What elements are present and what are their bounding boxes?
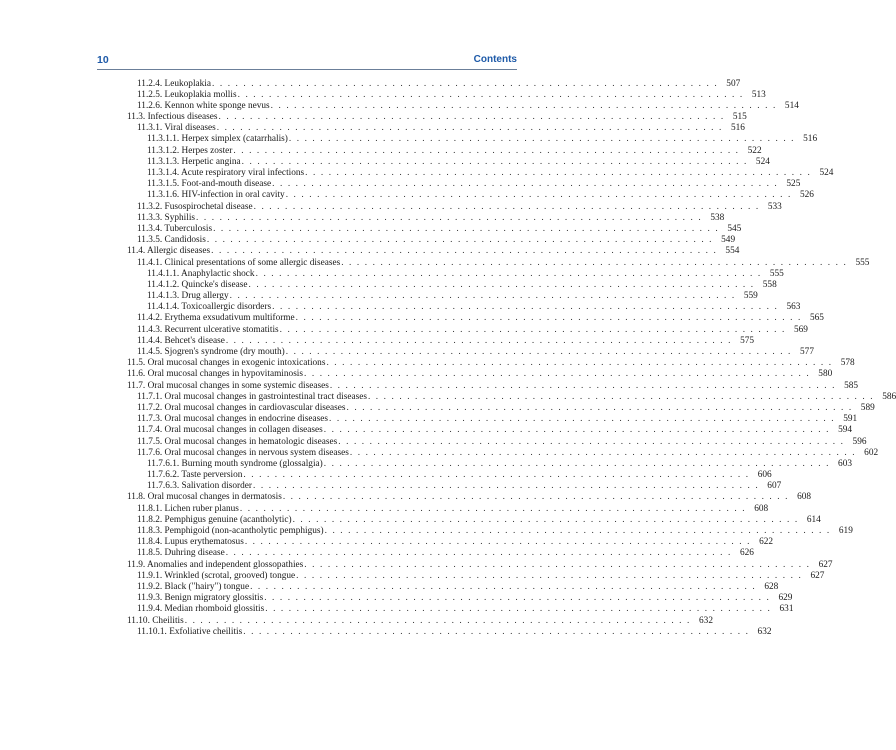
dot-leader: . . . . . . . . . . . . . . . . . . . . . . . . . . . . . . . . . . . . . . . . . . . . . . . . . . . . . . . . . . . . . . . . . (326, 358, 833, 369)
toc-entry-page: 533 (767, 201, 782, 212)
dot-leader: . . . . . . . . . . . . . . . . . . . . . . . . . . . . . . . . . . . . . . . . . . . . . . . . . . . . . . . . . . . . . . . . . (206, 235, 714, 246)
toc-entry-title: 11.7. Oral mucosal changes in some systemic diseases (127, 380, 329, 391)
toc-entry-page: 614 (806, 514, 821, 525)
toc-entry-title: 11.4.5. Sjogren's syndrome (dry mouth) (137, 347, 285, 357)
toc-entry-page: 515 (732, 112, 747, 123)
toc-entry[interactable] (0, 581, 779, 593)
toc-entry[interactable] (0, 593, 793, 604)
toc-entry[interactable] (0, 324, 808, 336)
toc-entry-title: 11.8.3. Pemphigoid (non-acantholytic pemphigus) (137, 526, 324, 536)
toc-entry-title: 11.3.1.5. Foot-and-mouth disease (147, 179, 272, 190)
dot-leader: . . . . . . . . . . . . . . . . . . . . . . . . . . . . . . . . . . . . . . . . . . . . . . . . . . . . . . . . . . . . . . . . . (250, 581, 757, 592)
dot-leader: . . . . . . . . . . . . . . . . . . . . . . . . . . . . . . . . . . . . . . . . . . . . . . . . . . . . . . . . . . . . . . . . . (239, 503, 747, 514)
toc-entry-page: 563 (786, 302, 801, 313)
dot-leader: . . . . . . . . . . . . . . . . . . . . . . . . . . . . . . . . . . . . . . . . . . . . . . . . . . . . . . . . . . . . . . . . . (241, 156, 748, 167)
dot-leader: . . . . . . . . . . . . . . . . . . . . . . . . . . . . . . . . . . . . . . . . . . . . . . . . . . . . . . . . . . . . . . . . . (324, 526, 831, 536)
toc-entry[interactable] (0, 347, 814, 358)
toc-entry-page: 589 (860, 402, 875, 413)
toc-entry-title: 11.4.1.3. Drug allergy (147, 291, 229, 302)
toc-entry[interactable] (0, 470, 772, 481)
header-rule (97, 69, 517, 70)
dot-leader: . . . . . . . . . . . . . . . . . . . . . . . . . . . . . . . . . . . . . . . . . . . . . . . . . . . . . . . . . . . . . . . . . (253, 201, 760, 212)
dot-leader: . . . . . . . . . . . . . . . . . . . . . . . . . . . . . . . . . . . . . . . . . . . . . . . . . . . . . . . . . . . . . . . . . (265, 604, 772, 615)
toc-entry-title: 11.6. Oral mucosal changes in hypovitaminosis (127, 369, 304, 380)
toc-entry-title: 11.10. Cheilitis (127, 615, 184, 626)
toc-entry-page: 607 (767, 481, 782, 492)
toc-entry-title: 11.10.1. Exfoliative cheilitis (137, 626, 243, 637)
dot-leader: . . . . . . . . . . . . . . . . . . . . . . . . . . . . . . . . . . . . . . . . . . . . . . . . . . . . . . . . . . . . . . . . . (244, 537, 752, 548)
dot-leader: . . . . . . . . . . . . . . . . . . . . . . . . . . . . . . . . . . . . . . . . . . . . . . . . . . . . . . . . . . . . . . . . . (225, 335, 733, 346)
toc-entry-page: 632 (757, 626, 772, 637)
dot-leader: . . . . . . . . . . . . . . . . . . . . . . . . . . . . . . . . . . . . . . . . . . . . . . . . . . . . . . . . . . . . . . . . . (212, 78, 719, 89)
toc-entry[interactable] (0, 145, 762, 157)
dot-leader: . . . . . . . . . . . . . . . . . . . . . . . . . . . . . . . . . . . . . . . . . . . . . . . . . . . . . . . . . . . . . . . . . (304, 369, 811, 380)
toc-entry-page: 522 (747, 145, 762, 156)
dot-leader: . . . . . . . . . . . . . . . . . . . . . . . . . . . . . . . . . . . . . . . . . . . . . . . . . . . . . . . . . . . . . . . . . (211, 246, 718, 257)
toc-entry-page: 619 (838, 526, 853, 536)
dot-leader: . . . . . . . . . . . . . . . . . . . . . . . . . . . . . . . . . . . . . . . . . . . . . . . . . . . . . . . . . . . . . . . . . (243, 470, 750, 481)
toc-entry-page: 514 (784, 100, 799, 111)
toc-entry[interactable] (0, 335, 755, 347)
toc-entry-page: 632 (699, 615, 713, 626)
dot-leader: . . . . . . . . . . . . . . . . . . . . . . . . . . . . . . . . . . . . . . . . . . . . . . . . . . . . . . . . . . . . . . . . . (184, 615, 691, 626)
toc-entry-page: 526 (799, 190, 814, 201)
page-number: 10 (97, 54, 109, 66)
toc-entry[interactable] (0, 414, 858, 425)
toc-entry[interactable] (0, 179, 801, 190)
dot-leader: . . . . . . . . . . . . . . . . . . . . . . . . . . . . . . . . . . . . . . . . . . . . . . . . . . . . . . . . . . . . . . . . . (367, 391, 875, 402)
toc-entry-page: 524 (755, 156, 770, 167)
toc-entry-page: 554 (725, 246, 740, 257)
toc-entry-title: 11.7.6. Oral mucosal changes in nervous system diseases (137, 447, 349, 458)
toc-entry[interactable] (0, 604, 794, 615)
dot-leader: . . . . . . . . . . . . . . . . . . . . . . . . . . . . . . . . . . . . . . . . . . . . . . . . . . . . . . . . . . . . . . . . . (233, 145, 740, 156)
table-of-contents (0, 78, 896, 638)
toc-entry[interactable] (0, 223, 742, 235)
dot-leader: . . . . . . . . . . . . . . . . . . . . . . . . . . . . . . . . . . . . . . . . . . . . . . . . . . . . . . . . . . . . . . . . . (279, 324, 786, 335)
dot-leader: . . . . . . . . . . . . . . . . . . . . . . . . . . . . . . . . . . . . . . . . . . . . . . . . . . . . . . . . . . . . . . . . . (304, 559, 811, 570)
toc-entry[interactable] (0, 615, 713, 627)
dot-leader: . . . . . . . . . . . . . . . . . . . . . . . . . . . . . . . . . . . . . . . . . . . . . . . . . . . . . . . . . . . . . . . . . (270, 100, 777, 111)
running-head: Contents (473, 54, 517, 65)
toc-entry[interactable] (0, 268, 784, 280)
dot-leader: . . . . . . . . . . . . . . . . . . . . . . . . . . . . . . . . . . . . . . . . . . . . . . . . . . . . . . . . . . . . . . . . . (237, 89, 744, 100)
toc-entry-page: 524 (819, 168, 834, 178)
toc-entry-page: 507 (726, 78, 741, 89)
toc-entry-title: 11.9.4. Median rhomboid glossitis (137, 604, 265, 615)
toc-entry-page: 586 (882, 391, 896, 402)
dot-leader: . . . . . . . . . . . . . . . . . . . . . . . . . . . . . . . . . . . . . . . . . . . . . . . . . . . . . . . . . . . . . . . . . (329, 380, 837, 391)
dot-leader: . . . . . . . . . . . . . . . . . . . . . . . . . . . . . . . . . . . . . . . . . . . . . . . . . . . . . . . . . . . . . . . . . (216, 123, 723, 134)
toc-entry-page: 578 (840, 358, 855, 369)
toc-entry-title: 11.9.2. Black ("hairy") tongue (137, 581, 250, 592)
toc-entry-title: 11.7.2. Oral mucosal changes in cardiovascular diseases (137, 402, 346, 413)
toc-entry[interactable] (0, 156, 770, 168)
toc-entry-title: 11.3.1.1. Herpex simplex (catarrhalis) (147, 134, 288, 145)
toc-entry-page: 594 (838, 425, 853, 436)
toc-entry-page: 558 (762, 279, 777, 290)
toc-entry-page: 622 (759, 537, 774, 548)
dot-leader: . . . . . . . . . . . . . . . . . . . . . . . . . . . . . . . . . . . . . . . . . . . . . . . . . . . . . . . . . . . . . . . . . (264, 593, 771, 604)
dot-leader: . . . . . . . . . . . . . . . . . . . . . . . . . . . . . . . . . . . . . . . . . . . . . . . . . . . . . . . . . . . . . . . . . (323, 458, 830, 469)
toc-entry[interactable] (0, 313, 824, 324)
toc-entry[interactable] (0, 190, 814, 201)
page-header (97, 54, 517, 68)
toc-entry-title: 11.4.4. Behcet's disease (137, 335, 225, 346)
toc-entry-title: 11.4.1.4. Toxicoallergic disorders (147, 302, 272, 313)
toc-entry[interactable] (0, 425, 853, 436)
toc-entry-title: 11.7.6.2. Taste perversion (147, 470, 243, 481)
toc-entry[interactable] (0, 559, 833, 571)
toc-entry[interactable] (0, 89, 766, 101)
toc-entry-title: 11.4.2. Erythema exsudativum multiforme (137, 313, 295, 324)
dot-leader: . . . . . . . . . . . . . . . . . . . . . . . . . . . . . . . . . . . . . . . . . . . . . . . . . . . . . . . . . . . . . . . . . (225, 548, 732, 559)
toc-entry-page: 591 (843, 414, 858, 425)
dot-leader: . . . . . . . . . . . . . . . . . . . . . . . . . . . . . . . . . . . . . . . . . . . . . . . . . . . . . . . . . . . . . . . . . (328, 414, 836, 425)
toc-entry-page: 602 (864, 447, 879, 458)
dot-leader: . . . . . . . . . . . . . . . . . . . . . . . . . . . . . . . . . . . . . . . . . . . . . . . . . . . . . . . . . . . . . . . . . (196, 212, 703, 223)
toc-entry-page: 516 (803, 134, 818, 145)
toc-entry[interactable] (0, 447, 879, 459)
toc-entry[interactable] (0, 380, 859, 392)
toc-entry[interactable] (0, 134, 818, 145)
dot-leader: . . . . . . . . . . . . . . . . . . . . . . . . . . . . . . . . . . . . . . . . . . . . . . . . . . . . . . . . . . . . . . . . . (213, 223, 720, 234)
toc-entry[interactable] (0, 358, 855, 369)
toc-entry-page: 545 (727, 223, 742, 234)
toc-entry-title: 11.4.3. Recurrent ulcerative stomatitis (137, 324, 279, 335)
toc-entry[interactable] (0, 100, 799, 112)
toc-entry[interactable] (0, 391, 896, 403)
toc-entry-page: 555 (769, 268, 784, 279)
toc-entry[interactable] (0, 78, 741, 90)
dot-leader: . . . . . . . . . . . . . . . . . . . . . . . . . . . . . . . . . . . . . . . . . . . . . . . . . . . . . . . . . . . . . . . . . (285, 347, 792, 357)
dot-leader: . . . . . . . . . . . . . . . . . . . . . . . . . . . . . . . . . . . . . . . . . . . . . . . . . . . . . . . . . . . . . . . . . (296, 570, 803, 581)
dot-leader: . . . . . . . . . . . . . . . . . . . . . . . . . . . . . . . . . . . . . . . . . . . . . . . . . . . . . . . . . . . . . . . . . (295, 313, 802, 324)
toc-entry-page: 603 (838, 458, 852, 469)
toc-entry[interactable] (0, 436, 867, 448)
toc-entry[interactable] (0, 626, 772, 638)
toc-entry-page: 631 (779, 604, 794, 615)
dot-leader: . . . . . . . . . . . . . . . . . . . . . . . . . . . . . . . . . . . . . . . . . . . . . . . . . . . . . . . . . . . . . . . . . (338, 436, 845, 447)
toc-entry-page: 565 (809, 313, 824, 324)
toc-entry-page: 549 (721, 235, 736, 246)
toc-entry[interactable] (0, 279, 777, 291)
toc-entry[interactable] (0, 458, 852, 470)
toc-entry[interactable] (0, 570, 825, 582)
toc-entry-title: 11.9.3. Benign migratory glossitis (137, 593, 264, 604)
toc-entry-title: 11.3.1. Viral diseases (137, 123, 216, 134)
toc-entry-page: 575 (740, 335, 755, 346)
toc-entry-title: 11.8.1. Lichen ruber planus (137, 503, 239, 514)
toc-entry-page: 577 (800, 347, 814, 357)
dot-leader: . . . . . . . . . . . . . . . . . . . . . . . . . . . . . . . . . . . . . . . . . . . . . . . . . . . . . . . . . . . . . . . . . (282, 492, 790, 503)
toc-entry-page: 538 (710, 212, 725, 223)
dot-leader: . . . . . . . . . . . . . . . . . . . . . . . . . . . . . . . . . . . . . . . . . . . . . . . . . . . . . . . . . . . . . . . . . (248, 279, 755, 290)
dot-leader: . . . . . . . . . . . . . . . . . . . . . . . . . . . . . . . . . . . . . . . . . . . . . . . . . . . . . . . . . . . . . . . . . (346, 402, 853, 413)
toc-entry-page: 629 (778, 593, 793, 604)
dot-leader: . . . . . . . . . . . . . . . . . . . . . . . . . . . . . . . . . . . . . . . . . . . . . . . . . . . . . . . . . . . . . . . . . (255, 268, 762, 279)
toc-entry-title: 11.9. Anomalies and independent glossopathies (127, 559, 304, 570)
toc-entry-title: 11.3.1.2. Herpes zoster (147, 145, 233, 156)
toc-entry[interactable] (0, 246, 740, 257)
toc-entry-page: 580 (818, 369, 833, 380)
toc-entry-page: 596 (852, 436, 867, 447)
toc-entry-title: 11.5. Oral mucosal changes in exogenic intoxications (127, 358, 326, 369)
toc-entry-page: 555 (855, 257, 870, 268)
dot-leader: . . . . . . . . . . . . . . . . . . . . . . . . . . . . . . . . . . . . . . . . . . . . . . . . . . . . . . . . . . . . . . . . . (285, 190, 792, 201)
toc-entry-title: 11.8.2. Pemphigus genuine (acantholytic) (137, 514, 292, 525)
dot-leader: . . . . . . . . . . . . . . . . . . . . . . . . . . . . . . . . . . . . . . . . . . . . . . . . . . . . . . . . . . . . . . . . . (229, 291, 736, 302)
toc-entry-title: 11.7.6.1. Burning mouth syndrome (glossalgia) (147, 458, 323, 469)
toc-entry[interactable] (0, 537, 774, 548)
toc-entry[interactable] (0, 168, 834, 179)
toc-entry[interactable] (0, 123, 745, 134)
toc-entry-page: 585 (844, 380, 859, 391)
toc-entry[interactable] (0, 257, 870, 269)
toc-entry-title: 11.3.5. Candidosis (137, 235, 206, 246)
toc-entry-title: 11.2.5. Leukoplakia mollis (137, 89, 237, 100)
toc-entry-title: 11.3.1.6. HIV-infection in oral cavity (147, 190, 285, 201)
toc-entry-title: 11.3.3. Syphilis (137, 212, 196, 223)
dot-leader: . . . . . . . . . . . . . . . . . . . . . . . . . . . . . . . . . . . . . . . . . . . . . . . . . . . . . . . . . . . . . . . . . (323, 425, 831, 436)
toc-entry[interactable] (0, 481, 782, 492)
dot-leader: . . . . . . . . . . . . . . . . . . . . . . . . . . . . . . . . . . . . . . . . . . . . . . . . . . . . . . . . . . . . . . . . . (349, 447, 857, 458)
toc-entry[interactable] (0, 201, 782, 213)
dot-leader: . . . . . . . . . . . . . . . . . . . . . . . . . . . . . . . . . . . . . . . . . . . . . . . . . . . . . . . . . . . . . . . . . (305, 168, 812, 178)
toc-entry[interactable] (0, 526, 853, 537)
toc-entry[interactable] (0, 548, 754, 559)
toc-entry-page: 626 (739, 548, 754, 559)
toc-entry-title: 11.8. Oral mucosal changes in dermatosis (127, 492, 282, 503)
toc-entry-title: 11.4. Allergic diseases (127, 246, 211, 257)
toc-entry-page: 627 (810, 570, 825, 581)
toc-entry[interactable] (0, 492, 812, 503)
toc-entry-page: 513 (751, 89, 766, 100)
dot-leader: . . . . . . . . . . . . . . . . . . . . . . . . . . . . . . . . . . . . . . . . . . . . . . . . . . . . . . . . . . . . . . . . . (292, 514, 799, 525)
toc-entry-page: 608 (797, 492, 812, 503)
toc-entry-title: 11.7.6.3. Salivation disorder (147, 481, 253, 492)
toc-entry[interactable] (0, 302, 801, 313)
toc-entry-page: 525 (786, 179, 801, 190)
dot-leader: . . . . . . . . . . . . . . . . . . . . . . . . . . . . . . . . . . . . . . . . . . . . . . . . . . . . . . . . . . . . . . . . . (272, 179, 779, 190)
toc-entry[interactable] (0, 514, 821, 526)
toc-entry-title: 11.4.1.1. Anaphylactic shock (147, 268, 255, 279)
toc-entry[interactable] (0, 402, 875, 414)
dot-leader: . . . . . . . . . . . . . . . . . . . . . . . . . . . . . . . . . . . . . . . . . . . . . . . . . . . . . . . . . . . . . . . . . (288, 134, 796, 145)
toc-entry[interactable] (0, 112, 747, 123)
toc-entry-title: 11.4.1.2. Quincke's disease (147, 279, 248, 290)
toc-entry-title: 11.8.4. Lupus erythematosus (137, 537, 244, 548)
toc-entry-title: 11.2.4. Leukoplakia (137, 78, 212, 89)
dot-leader: . . . . . . . . . . . . . . . . . . . . . . . . . . . . . . . . . . . . . . . . . . . . . . . . . . . . . . . . . . . . . . . . . (272, 302, 779, 313)
toc-entry[interactable] (0, 369, 833, 380)
toc-entry-title: 11.9.1. Wrinkled (scrotal, grooved) tongue (137, 570, 296, 581)
toc-entry-title: 11.3.2. Fusospirochetal disease (137, 201, 253, 212)
toc-entry-title: 11.7.3. Oral mucosal changes in endocrine diseases (137, 414, 328, 425)
toc-entry[interactable] (0, 235, 736, 246)
toc-entry-page: 516 (731, 123, 745, 134)
toc-entry-page: 606 (757, 470, 772, 481)
toc-entry-title: 11.7.1. Oral mucosal changes in gastrointestinal tract diseases (137, 391, 367, 402)
toc-entry[interactable] (0, 503, 769, 515)
dot-leader: . . . . . . . . . . . . . . . . . . . . . . . . . . . . . . . . . . . . . . . . . . . . . . . . . . . . . . . . . . . . . . . . . (218, 112, 725, 123)
toc-entry-title: 11.4.1. Clinical presentations of some allergic diseases (137, 257, 341, 268)
toc-entry-page: 608 (754, 503, 769, 514)
toc-entry-title: 11.7.4. Oral mucosal changes in collagen diseases (137, 425, 323, 436)
dot-leader: . . . . . . . . . . . . . . . . . . . . . . . . . . . . . . . . . . . . . . . . . . . . . . . . . . . . . . . . . . . . . . . . . (243, 626, 750, 637)
toc-entry-page: 569 (793, 324, 808, 335)
toc-entry-title: 11.7.5. Oral mucosal changes in hematologic diseases (137, 436, 338, 447)
toc-entry-title: 11.3.4. Tuberculosis (137, 223, 213, 234)
dot-leader: . . . . . . . . . . . . . . . . . . . . . . . . . . . . . . . . . . . . . . . . . . . . . . . . . . . . . . . . . . . . . . . . . (253, 481, 760, 492)
toc-entry-page: 627 (818, 559, 833, 570)
toc-entry[interactable] (0, 212, 725, 224)
toc-entry-title: 11.3.1.4. Acute respiratory viral infections (147, 168, 305, 178)
toc-entry-title: 11.8.5. Duhring disease (137, 548, 225, 559)
toc-entry-title: 11.3.1.3. Herpetic angina (147, 156, 241, 167)
toc-entry-page: 559 (743, 291, 758, 302)
dot-leader: . . . . . . . . . . . . . . . . . . . . . . . . . . . . . . . . . . . . . . . . . . . . . . . . . . . . . . . . . . . . . . . . . (341, 257, 848, 268)
toc-entry[interactable] (0, 291, 758, 302)
toc-entry-title: 11.2.6. Kennon white sponge nevus (137, 100, 270, 111)
toc-entry-title: 11.3. Infectious diseases (127, 112, 218, 123)
toc-entry-page: 628 (764, 581, 779, 592)
